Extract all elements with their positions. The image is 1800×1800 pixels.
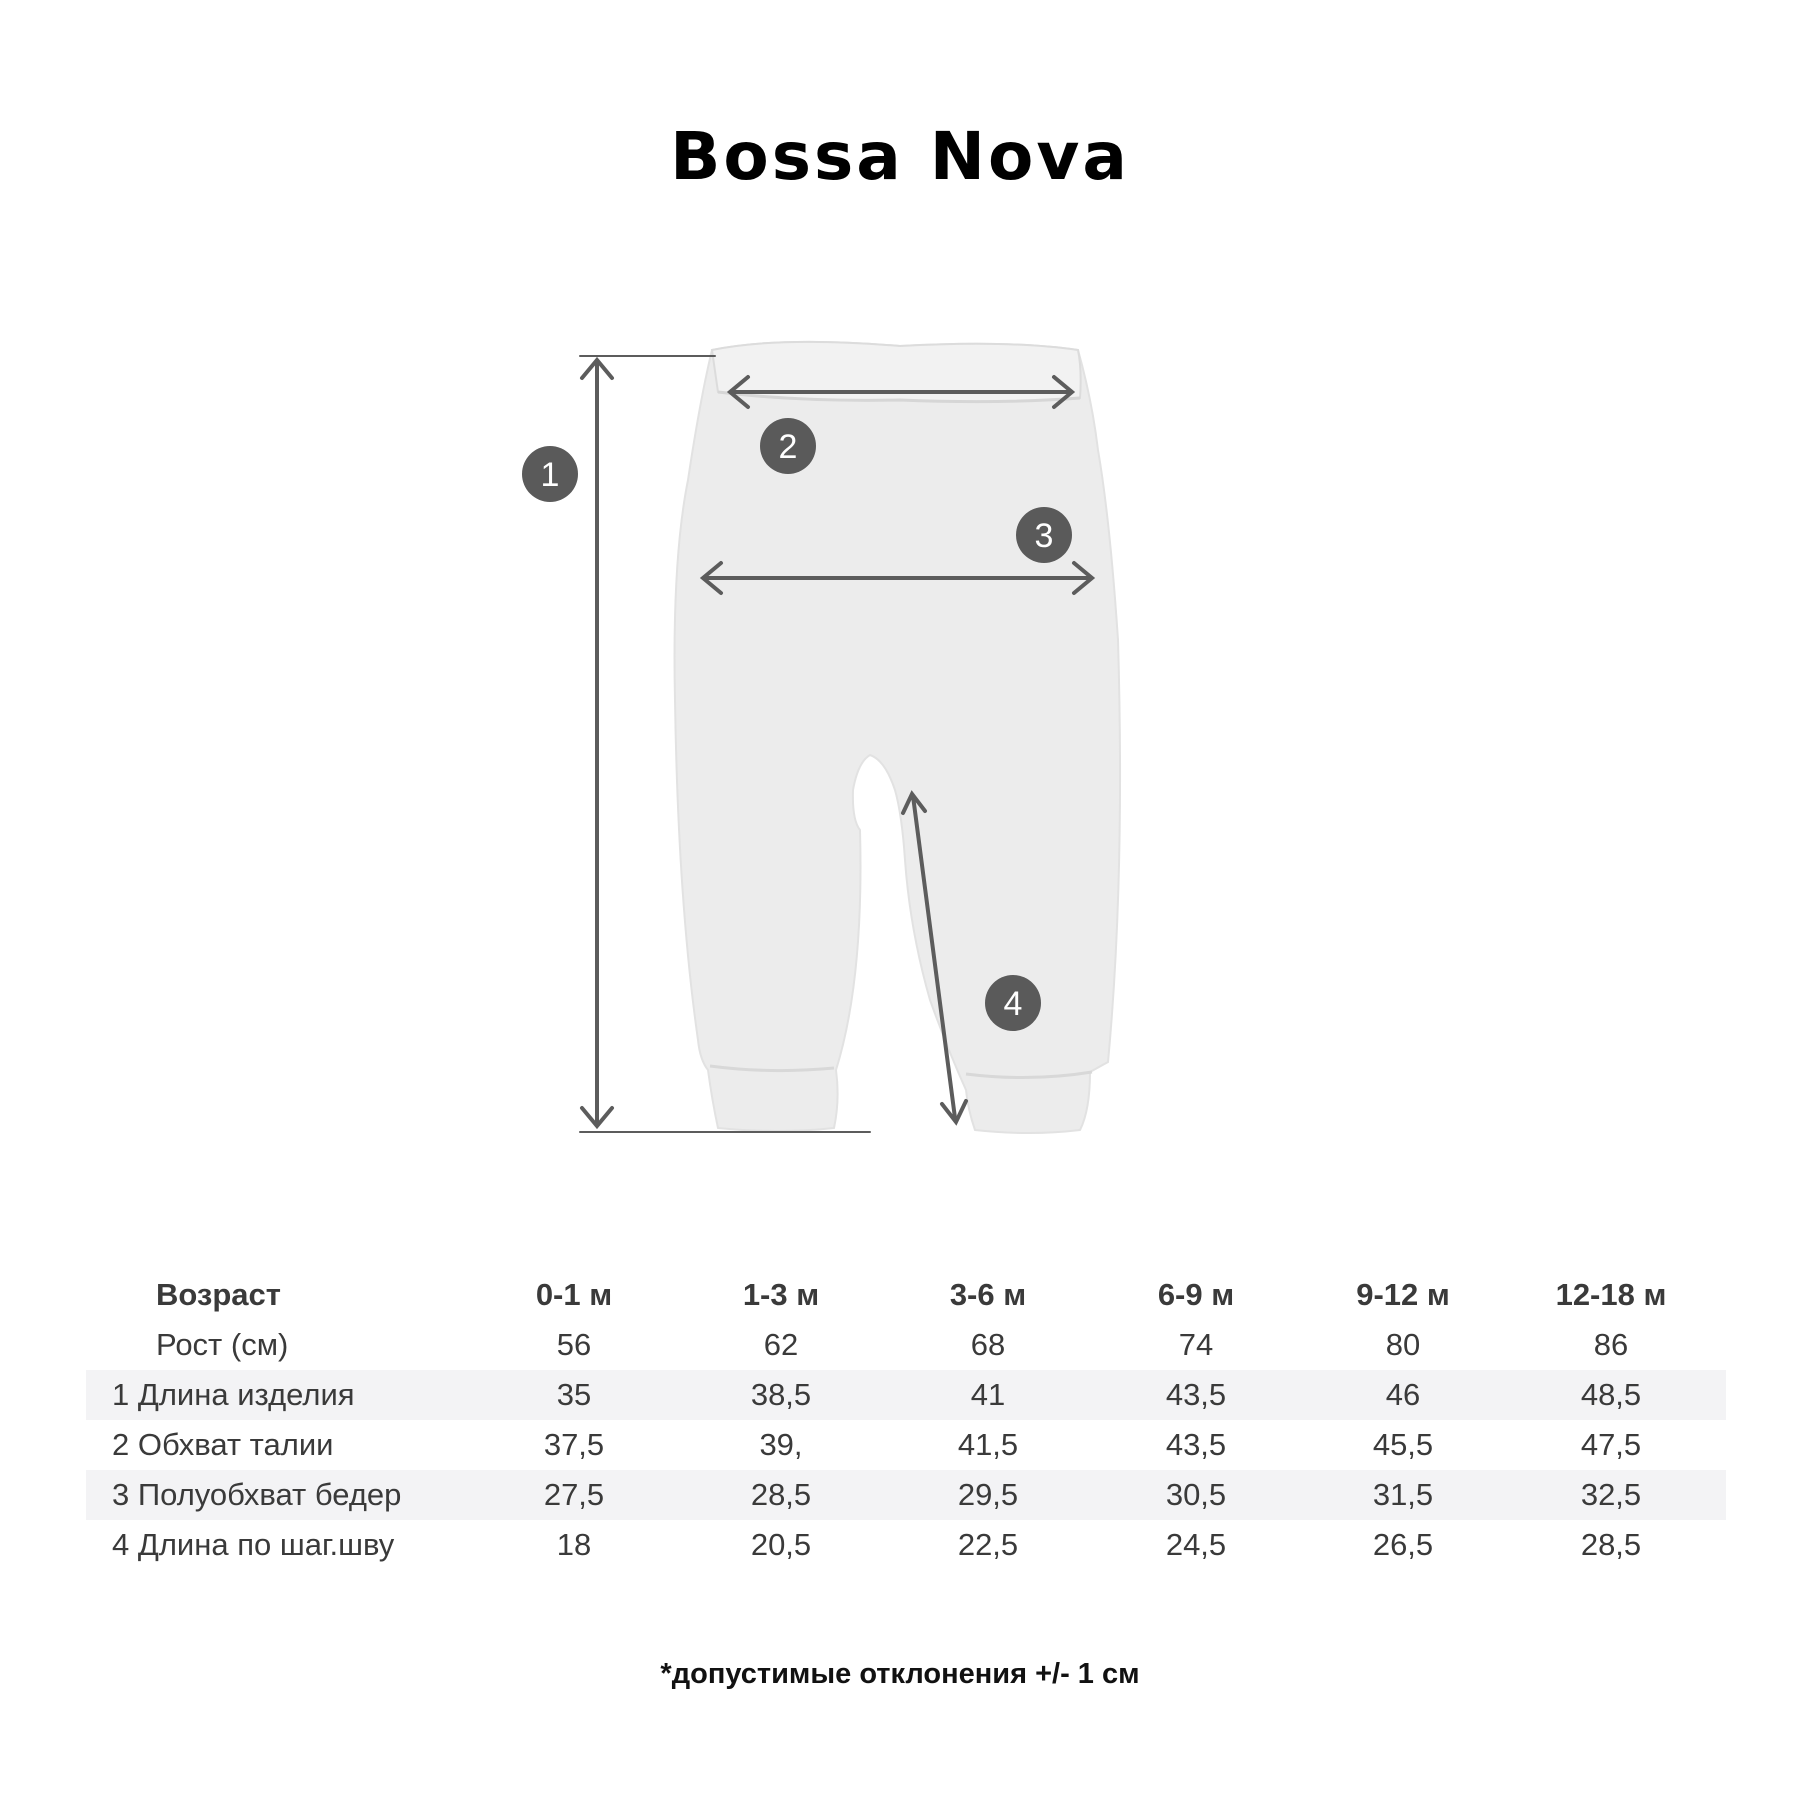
table-cell: 24,5: [1165, 1527, 1227, 1562]
header-col: 9-12 м: [1356, 1277, 1450, 1312]
table-cell: 43,5: [1165, 1427, 1227, 1462]
table-cell: 22,5: [957, 1527, 1019, 1562]
row-label: 4 Длина по шаг.шву: [112, 1527, 395, 1562]
table-cell: 86: [1593, 1327, 1629, 1362]
table-cell: 20,5: [750, 1527, 812, 1562]
table-row: [86, 1470, 1726, 1520]
table-cell: 37,5: [543, 1427, 605, 1462]
header-col: 1-3 м: [742, 1277, 820, 1312]
table-row: [86, 1320, 1726, 1370]
table-cell: 41,5: [957, 1427, 1019, 1462]
table-cell: 29,5: [957, 1477, 1019, 1512]
table-cell: 32,5: [1580, 1477, 1642, 1512]
table-header-row: [86, 1270, 1726, 1320]
table-cell: 41: [970, 1377, 1006, 1412]
marker-4-label: 4: [1003, 985, 1023, 1023]
size-table: [86, 1270, 1726, 1570]
table-row: [86, 1420, 1726, 1470]
marker-2: [760, 418, 816, 474]
table-cell: 43,5: [1165, 1377, 1227, 1412]
marker-1-label: 1: [540, 456, 560, 494]
header-col: 6-9 м: [1157, 1277, 1235, 1312]
table-cell: 31,5: [1372, 1477, 1434, 1512]
pants-body: [675, 342, 1121, 1133]
pants-illustration: [675, 342, 1121, 1133]
table-row: [86, 1370, 1726, 1420]
marker-3: [1016, 507, 1072, 563]
marker-3-label: 3: [1034, 517, 1054, 555]
table-cell: 62: [763, 1327, 799, 1362]
table-cell: 28,5: [750, 1477, 812, 1512]
row-label: 1 Длина изделия: [112, 1377, 355, 1412]
table-cell: 48,5: [1580, 1377, 1642, 1412]
table-cell: 38,5: [750, 1377, 812, 1412]
header-col: 0-1 м: [535, 1277, 613, 1312]
table-cell: 26,5: [1372, 1527, 1434, 1562]
table-cell: 47,5: [1580, 1427, 1642, 1462]
row-label: 2 Обхват талии: [112, 1427, 334, 1462]
table-cell: 74: [1178, 1327, 1214, 1362]
tolerance-note: *допустимые отклонения +/- 1 см: [660, 1658, 1140, 1690]
brand-title: Bossa Nova: [670, 118, 1130, 195]
row-label: 3 Полуобхват бедер: [112, 1477, 402, 1512]
table-row: [86, 1520, 1726, 1570]
header-col: 12-18 м: [1555, 1277, 1667, 1312]
table-cell: 56: [556, 1327, 592, 1362]
marker-1: [522, 446, 578, 502]
table-cell: 46: [1385, 1377, 1421, 1412]
table-cell: 27,5: [543, 1477, 605, 1512]
row-label: Рост (см): [156, 1327, 289, 1362]
table-cell: 28,5: [1580, 1527, 1642, 1562]
table-cell: 68: [970, 1327, 1006, 1362]
table-cell: 45,5: [1372, 1427, 1434, 1462]
table-cell: 18: [556, 1527, 592, 1562]
marker-2-label: 2: [778, 428, 798, 466]
header-col: 3-6 м: [949, 1277, 1027, 1312]
table-cell: 80: [1385, 1327, 1421, 1362]
header-label: Возраст: [156, 1277, 281, 1312]
table-cell: 30,5: [1165, 1477, 1227, 1512]
table-cell: 39,: [759, 1427, 803, 1462]
marker-4: [985, 975, 1041, 1031]
table-cell: 35: [556, 1377, 592, 1412]
